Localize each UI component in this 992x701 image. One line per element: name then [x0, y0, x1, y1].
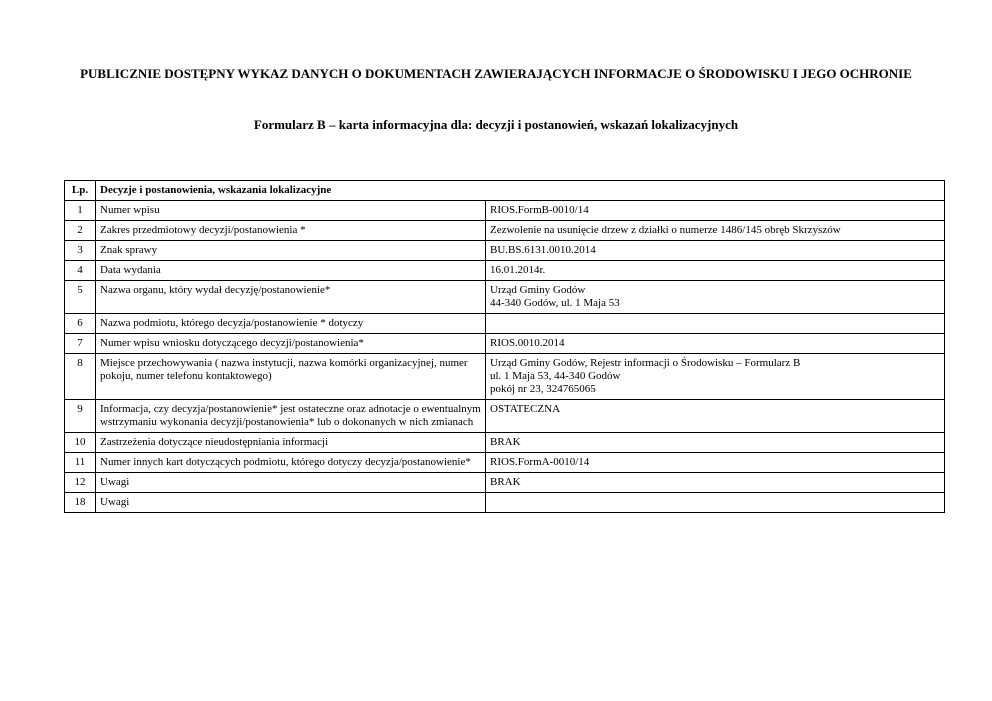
row-number: 5 — [65, 281, 96, 314]
column-header-lp: Lp. — [65, 181, 96, 201]
table-row — [65, 201, 945, 221]
row-value: Urząd Gminy Godów, Rejestr informacji o Środowisku – Formularz B ul. 1 Maja 53, 44-340 Godów pokój nr 23, 324765065 — [486, 354, 945, 400]
row-number: 1 — [65, 201, 96, 221]
row-number: 12 — [65, 473, 96, 493]
info-card-table — [64, 180, 945, 513]
row-value: BRAK — [486, 473, 945, 493]
row-label: Zakres przedmiotowy decyzji/postanowienia * — [96, 221, 486, 241]
row-number: 3 — [65, 241, 96, 261]
row-number: 11 — [65, 453, 96, 473]
row-number: 18 — [65, 493, 96, 513]
table-row — [65, 453, 945, 473]
row-value: Urząd Gminy Godów 44-340 Godów, ul. 1 Maja 53 — [486, 281, 945, 314]
row-value: OSTATECZNA — [486, 400, 945, 433]
row-number: 8 — [65, 354, 96, 400]
table-row — [65, 261, 945, 281]
row-number: 2 — [65, 221, 96, 241]
row-label: Uwagi — [96, 493, 486, 513]
row-label: Nazwa organu, który wydał decyzję/postanowienie* — [96, 281, 486, 314]
form-subtitle: Formularz B – karta informacyjna dla: decyzji i postanowień, wskazań lokalizacyjnych — [253, 117, 739, 132]
row-label: Numer innych kart dotyczących podmiotu, którego dotyczy decyzja/postanowienie* — [96, 453, 486, 473]
row-number: 10 — [65, 433, 96, 453]
table-row — [65, 314, 945, 334]
table-row — [65, 354, 945, 400]
table-row — [65, 433, 945, 453]
row-number: 7 — [65, 334, 96, 354]
page-title: PUBLICZNIE DOSTĘPNY WYKAZ DANYCH O DOKUMENTACH ZAWIERAJĄCYCH INFORMACJE O ŚRODOWISKU I JEGO OCHRONIE — [80, 66, 912, 81]
row-value: BRAK — [486, 433, 945, 453]
row-label: Data wydania — [96, 261, 486, 281]
table-row — [65, 281, 945, 314]
row-label: Nazwa podmiotu, którego decyzja/postanowienie * dotyczy — [96, 314, 486, 334]
row-value — [486, 493, 945, 513]
row-value: RIOS.FormA-0010/14 — [486, 453, 945, 473]
table-row — [65, 473, 945, 493]
row-value: Zezwolenie na usunięcie drzew z działki o numerze 1486/145 obręb Skrzyszów — [486, 221, 945, 241]
row-label: Informacja, czy decyzja/postanowienie* jest ostateczne oraz adnotacje o ewentualnym wstrzymaniu wykonania decyzji/postanowienia* lub o dokonanych w nich zmianach — [96, 400, 486, 433]
row-number: 6 — [65, 314, 96, 334]
row-label: Numer wpisu — [96, 201, 486, 221]
table-header-row — [65, 181, 945, 201]
row-label: Uwagi — [96, 473, 486, 493]
row-label: Numer wpisu wniosku dotyczącego decyzji/postanowienia* — [96, 334, 486, 354]
row-number: 9 — [65, 400, 96, 433]
table-row — [65, 241, 945, 261]
table-row — [65, 221, 945, 241]
table-row — [65, 400, 945, 433]
row-value: RIOS.FormB-0010/14 — [486, 201, 945, 221]
row-value: 16.01.2014r. — [486, 261, 945, 281]
table-row — [65, 493, 945, 513]
table-row — [65, 334, 945, 354]
row-label: Miejsce przechowywania ( nazwa instytucji, nazwa komórki organizacyjnej, numer pokoju, numer telefonu kontaktowego) — [96, 354, 486, 400]
row-value: RIOS.0010.2014 — [486, 334, 945, 354]
row-value: BU.BS.6131.0010.2014 — [486, 241, 945, 261]
column-header-section: Decyzje i postanowienia, wskazania lokalizacyjne — [96, 181, 945, 201]
row-label: Zastrzeżenia dotyczące nieudostępniania informacji — [96, 433, 486, 453]
row-number: 4 — [65, 261, 96, 281]
row-label: Znak sprawy — [96, 241, 486, 261]
row-value — [486, 314, 945, 334]
